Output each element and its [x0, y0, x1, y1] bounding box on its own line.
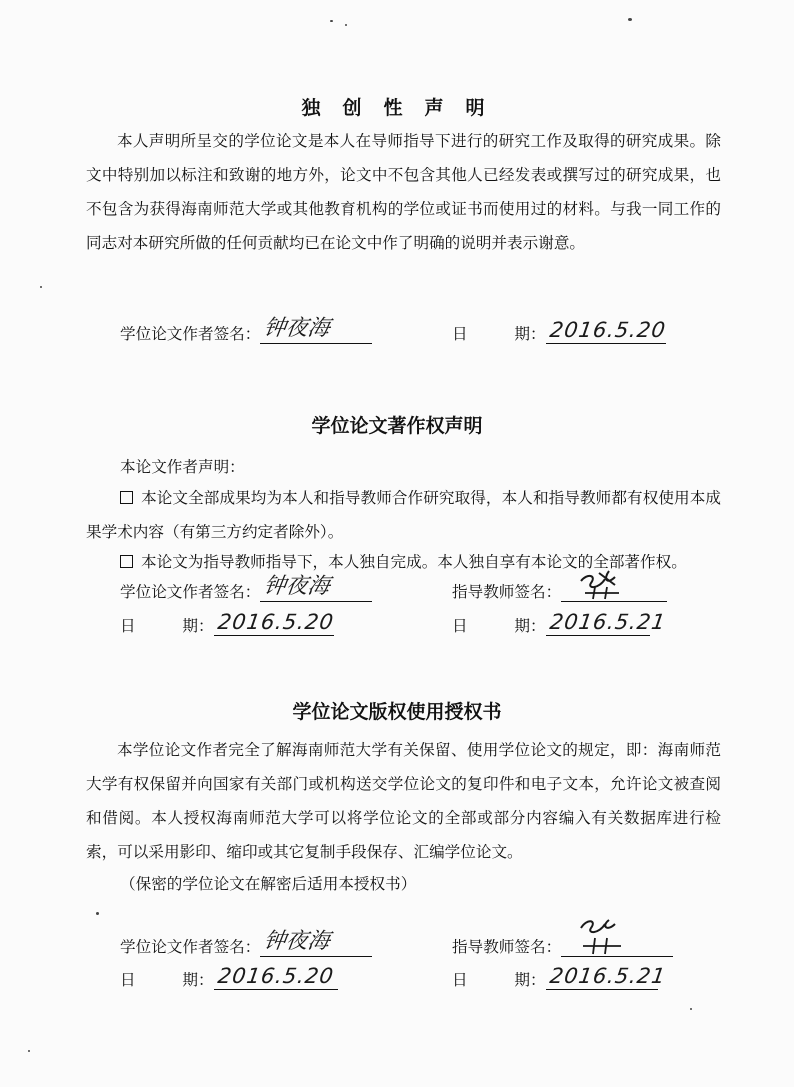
copyright-author-date-row	[120, 610, 336, 636]
handwritten-date: 2016.5.21	[547, 610, 668, 634]
author-handwritten-signature: 钟夜海	[262, 574, 332, 599]
license-advisor-date-row	[452, 964, 668, 990]
copyright-option-joint-text: 本论文全部成果均为本人和指导教师合作研究取得，本人和指导教师都有权使用本成果学术内容（有第三方约定者除外）。	[86, 489, 721, 541]
copyright-advisor-date-row	[452, 610, 668, 636]
copyright-advisor-signature-row	[452, 580, 667, 602]
date-line	[546, 318, 668, 344]
advisor-signature-line	[561, 581, 667, 602]
license-title: 学位论文版权使用授权书	[292, 701, 502, 723]
license-advisor-signature-row	[452, 935, 673, 957]
originality-date-row	[452, 318, 668, 344]
license-author-date-row	[120, 964, 338, 990]
originality-declaration-body: 本人声明所呈交的学位论文是本人在导师指导下进行的研究工作及取得的研究成果。除文中特别加以标注和致谢的地方外，论文中不包含其他人已经发表或撰写过的研究成果，也不包含为获得海南师范大学或其他教育机构的学位或证书而使用过的材料。与我一同工作的同志对本研究所做的任何贡献均已在论文中作了明确的说明并表示谢意。	[86, 132, 721, 252]
license-author-signature-row	[120, 929, 372, 957]
advisor-handwritten-signature	[569, 567, 649, 601]
originality-declaration-title: 独创性声明	[301, 97, 507, 119]
copyright-author-signature-row	[120, 574, 372, 602]
date-label: 日 期：	[452, 617, 546, 635]
date-label: 日 期：	[120, 971, 214, 989]
advisor-signature-label: 指导教师签名：	[452, 583, 562, 601]
author-signature-line	[260, 929, 372, 957]
author-handwritten-signature: 钟夜海	[262, 316, 332, 341]
license-note: （保密的学位论文在解密后适用本授权书）	[120, 875, 417, 893]
copyright-declaration-title: 学位论文著作权声明	[311, 415, 483, 437]
handwritten-date: 2016.5.21	[547, 964, 668, 988]
advisor-handwritten-signature	[569, 916, 649, 956]
author-signature-label: 学位论文作者签名：	[120, 583, 261, 601]
date-label: 日 期：	[120, 617, 214, 635]
author-signature-line	[260, 574, 372, 602]
date-label: 日 期：	[452, 325, 546, 343]
date-line	[546, 964, 668, 990]
author-signature-label: 学位论文作者签名：	[120, 325, 261, 343]
date-line	[214, 610, 336, 636]
author-handwritten-signature: 钟夜海	[262, 929, 332, 954]
date-label: 日 期：	[452, 971, 546, 989]
author-signature-label: 学位论文作者签名：	[120, 938, 261, 956]
copyright-option-joint	[86, 481, 721, 549]
checkbox-joint[interactable]	[120, 491, 133, 504]
advisor-signature-label: 指导教师签名：	[452, 938, 562, 956]
license-body: 本学位论文作者完全了解海南师范大学有关保留、使用学位论文的规定，即：海南师范大学有权保留并向国家有关部门或机构送交学位论文的复印件和电子文本，允许论文被查阅和借阅。本人授权海南师范大学可以将学位论文的全部或部分内容编入有关数据库进行检索，可以采用影印、缩印或其它复制手段保存、汇编学位论文。	[86, 741, 721, 861]
author-signature-line	[260, 316, 372, 344]
copyright-option-sole-text: 本论文为指导教师指导下，本人独自完成。本人独自享有本论文的全部著作权。	[141, 553, 687, 571]
originality-author-signature-row	[120, 316, 372, 344]
copyright-intro: 本论文作者声明：	[120, 458, 245, 476]
advisor-signature-line	[561, 936, 673, 957]
handwritten-date: 2016.5.20	[547, 318, 668, 342]
date-line	[214, 964, 338, 990]
checkbox-sole[interactable]	[120, 555, 133, 568]
date-line	[546, 610, 668, 636]
handwritten-date: 2016.5.20	[215, 964, 336, 988]
handwritten-date: 2016.5.20	[215, 610, 336, 634]
